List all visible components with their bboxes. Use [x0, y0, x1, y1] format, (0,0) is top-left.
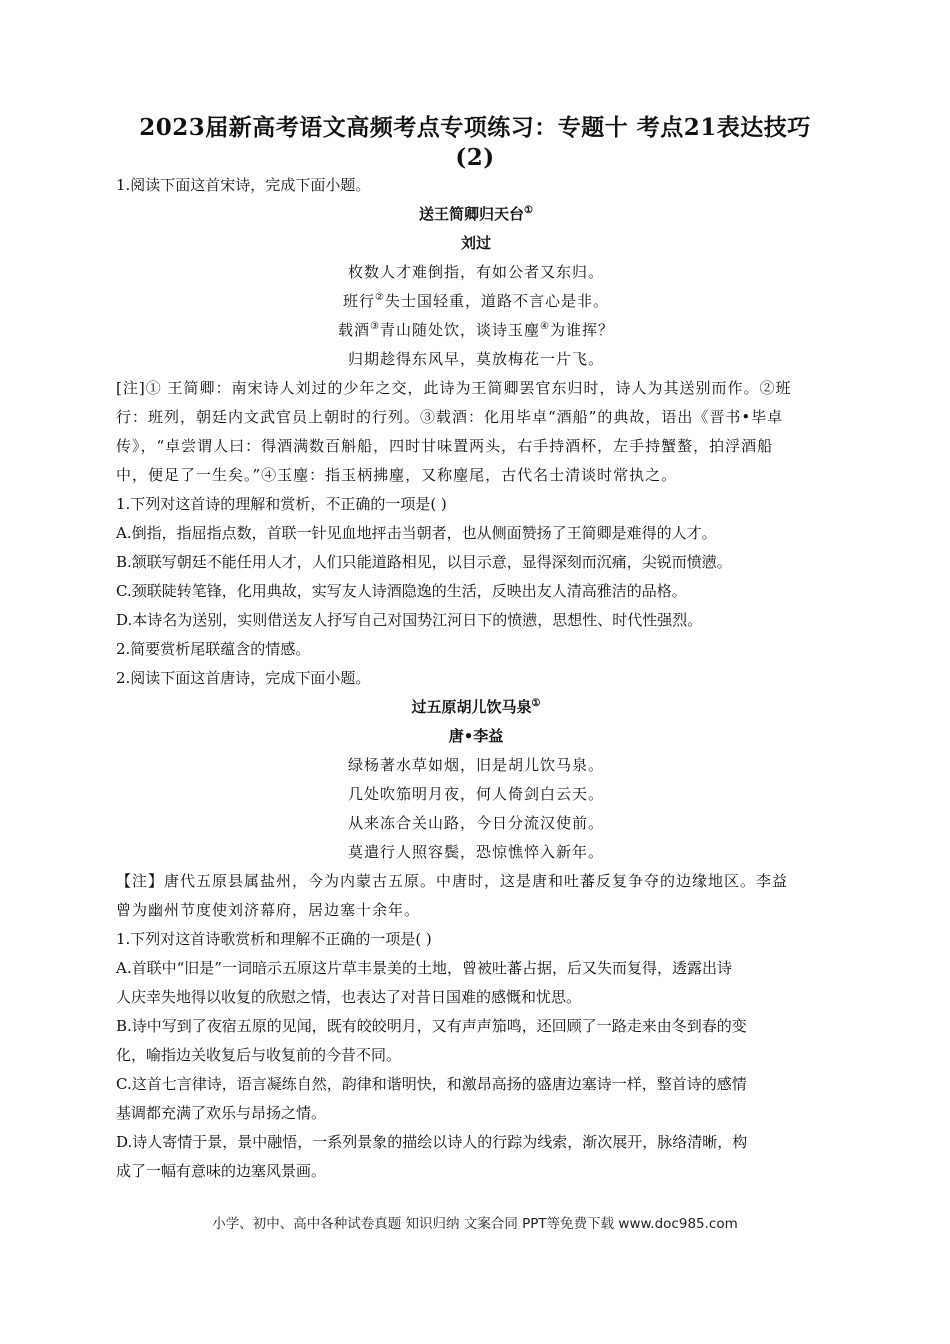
q1-poem-title: 送王简卿归天台① — [419, 205, 533, 223]
q2-poem-author: 唐•李益 — [448, 727, 504, 745]
q2-poem-line-4: 莫遣行人照容鬓，恐惊憔悴入新年。 — [347, 843, 604, 861]
q2-option-b-line-1: B.诗中写到了夜宿五原的见闻，既有皎皎明月，又有声声笳鸣，还回顾了一路走来由冬到春的变 — [116, 1017, 747, 1035]
q2-option-c-line-1: C.这首七言律诗，语言凝练自然，韵律和谐明快，和激昂高扬的盛唐边塞诗一样，整首诗的感情 — [116, 1075, 747, 1093]
q1-option-d: D.本诗名为送别，实则借送友人抒写自己对国势江河日下的愤懑，思想性、时代性强烈。 — [116, 611, 703, 629]
q1-poem-line-4: 归期趁得东风早，莫放梅花一片飞。 — [347, 350, 604, 368]
q1-note-line-4: 中，便足了一生矣。”④玉麈：指玉柄拂麈，又称麈尾，古代名士清谈时常执之。 — [116, 466, 678, 484]
q1-poem-line-2: 班行②失士国轻重，道路不言心是非。 — [343, 292, 609, 310]
q2-option-b-line-2: 化，喻指边关收复后与收复前的今昔不同。 — [116, 1046, 402, 1064]
q2-intro: 2.阅读下面这首唐诗，完成下面小题。 — [116, 669, 371, 687]
document-body — [116, 171, 836, 1186]
title-line-1: 2023届新高考语文高频考点专项练习：专题十 考点21表达技巧 — [139, 114, 811, 141]
q1-poem-author: 刘过 — [460, 234, 491, 252]
q1-poem-line-3: 载酒③青山随处饮，谈诗玉麈④为谁挥？ — [338, 321, 614, 339]
page-footer: 小学、初中、高中各种试卷真题 知识归纳 文案合同 PPT等免费下载 www.doc985.com — [212, 1216, 738, 1232]
q1-note-line-2: 行：班列，朝廷内文武官员上朝时的行列。③载酒：化用毕卓“酒船”的典故，语出《晋书•毕卓 — [116, 408, 784, 426]
document-title — [100, 113, 850, 173]
q2-poem-line-1: 绿杨著水草如烟，旧是胡儿饮马泉。 — [347, 756, 604, 774]
q2-note-line-1: 【注】唐代五原县属盐州，今为内蒙古五原。中唐时，这是唐和吐蕃反复争夺的边缘地区。李益 — [116, 872, 789, 890]
q2-option-d-line-1: D.诗人寄情于景，景中融悟，一系列景象的描绘以诗人的行踪为线索，渐次展开，脉络清晰，构 — [116, 1133, 748, 1151]
q1-option-b: B.颔联写朝廷不能任用人才，人们只能道路相见，以目示意，显得深刻而沉痛，尖锐而愤懑。 — [116, 553, 732, 571]
q1-option-c: C.颈联陡转笔锋，化用典故，实写友人诗酒隐逸的生活，反映出友人清高雅洁的品格。 — [116, 582, 687, 600]
q2-poem-line-3: 从来冻合关山路，今日分流汉使前。 — [347, 814, 604, 832]
q1-subquestion-1: 1.下列对这首诗的理解和赏析，不正确的一项是( ) — [116, 495, 447, 513]
q1-poem-line-1: 枚数人才难倒指，有如公者又东归。 — [347, 263, 604, 281]
q1-option-a: A.倒指，指屈指点数，首联一针见血地抨击当朝者，也从侧面赞扬了王简卿是难得的人才。 — [116, 524, 717, 542]
q2-poem-line-2: 几处吹笳明月夜，何人倚剑白云天。 — [347, 785, 604, 803]
q2-option-a-line-2: 人庆幸失地得以收复的欣慰之情，也表达了对昔日国难的感慨和忧思。 — [116, 988, 582, 1006]
q2-note-line-2: 曾为幽州节度使刘济幕府，居边塞十余年。 — [116, 901, 421, 919]
q2-option-d-line-2: 成了一幅有意味的边塞风景画。 — [116, 1162, 327, 1180]
q2-poem-title: 过五原胡儿饮马泉① — [411, 698, 541, 716]
q1-subquestion-2: 2.简要赏析尾联蕴含的情感。 — [116, 640, 311, 658]
q1-intro: 1.阅读下面这首宋诗，完成下面小题。 — [116, 176, 371, 194]
title-line-2: (2) — [455, 144, 495, 171]
q2-option-c-line-2: 基调都充满了欢乐与昂扬之情。 — [116, 1104, 327, 1122]
q1-note-line-3: 传》，“卓尝谓人曰：得酒满数百斛船，四时甘味置两头，右手持酒杯，左手持蟹螯，拍浮酒船 — [116, 437, 774, 455]
q2-option-a-line-1: A.首联中“旧是”一词暗示五原这片草丰景美的土地，曾被吐蕃占据，后又失而复得，透露出诗 — [116, 959, 732, 977]
q2-subquestion-1: 1.下列对这首诗歌赏析和理解不正确的一项是( ) — [116, 930, 432, 948]
q1-note-line-1: [注]① 王简卿：南宋诗人刘过的少年之交，此诗为王简卿罢官东归时，诗人为其送别而作。②班 — [116, 379, 792, 397]
